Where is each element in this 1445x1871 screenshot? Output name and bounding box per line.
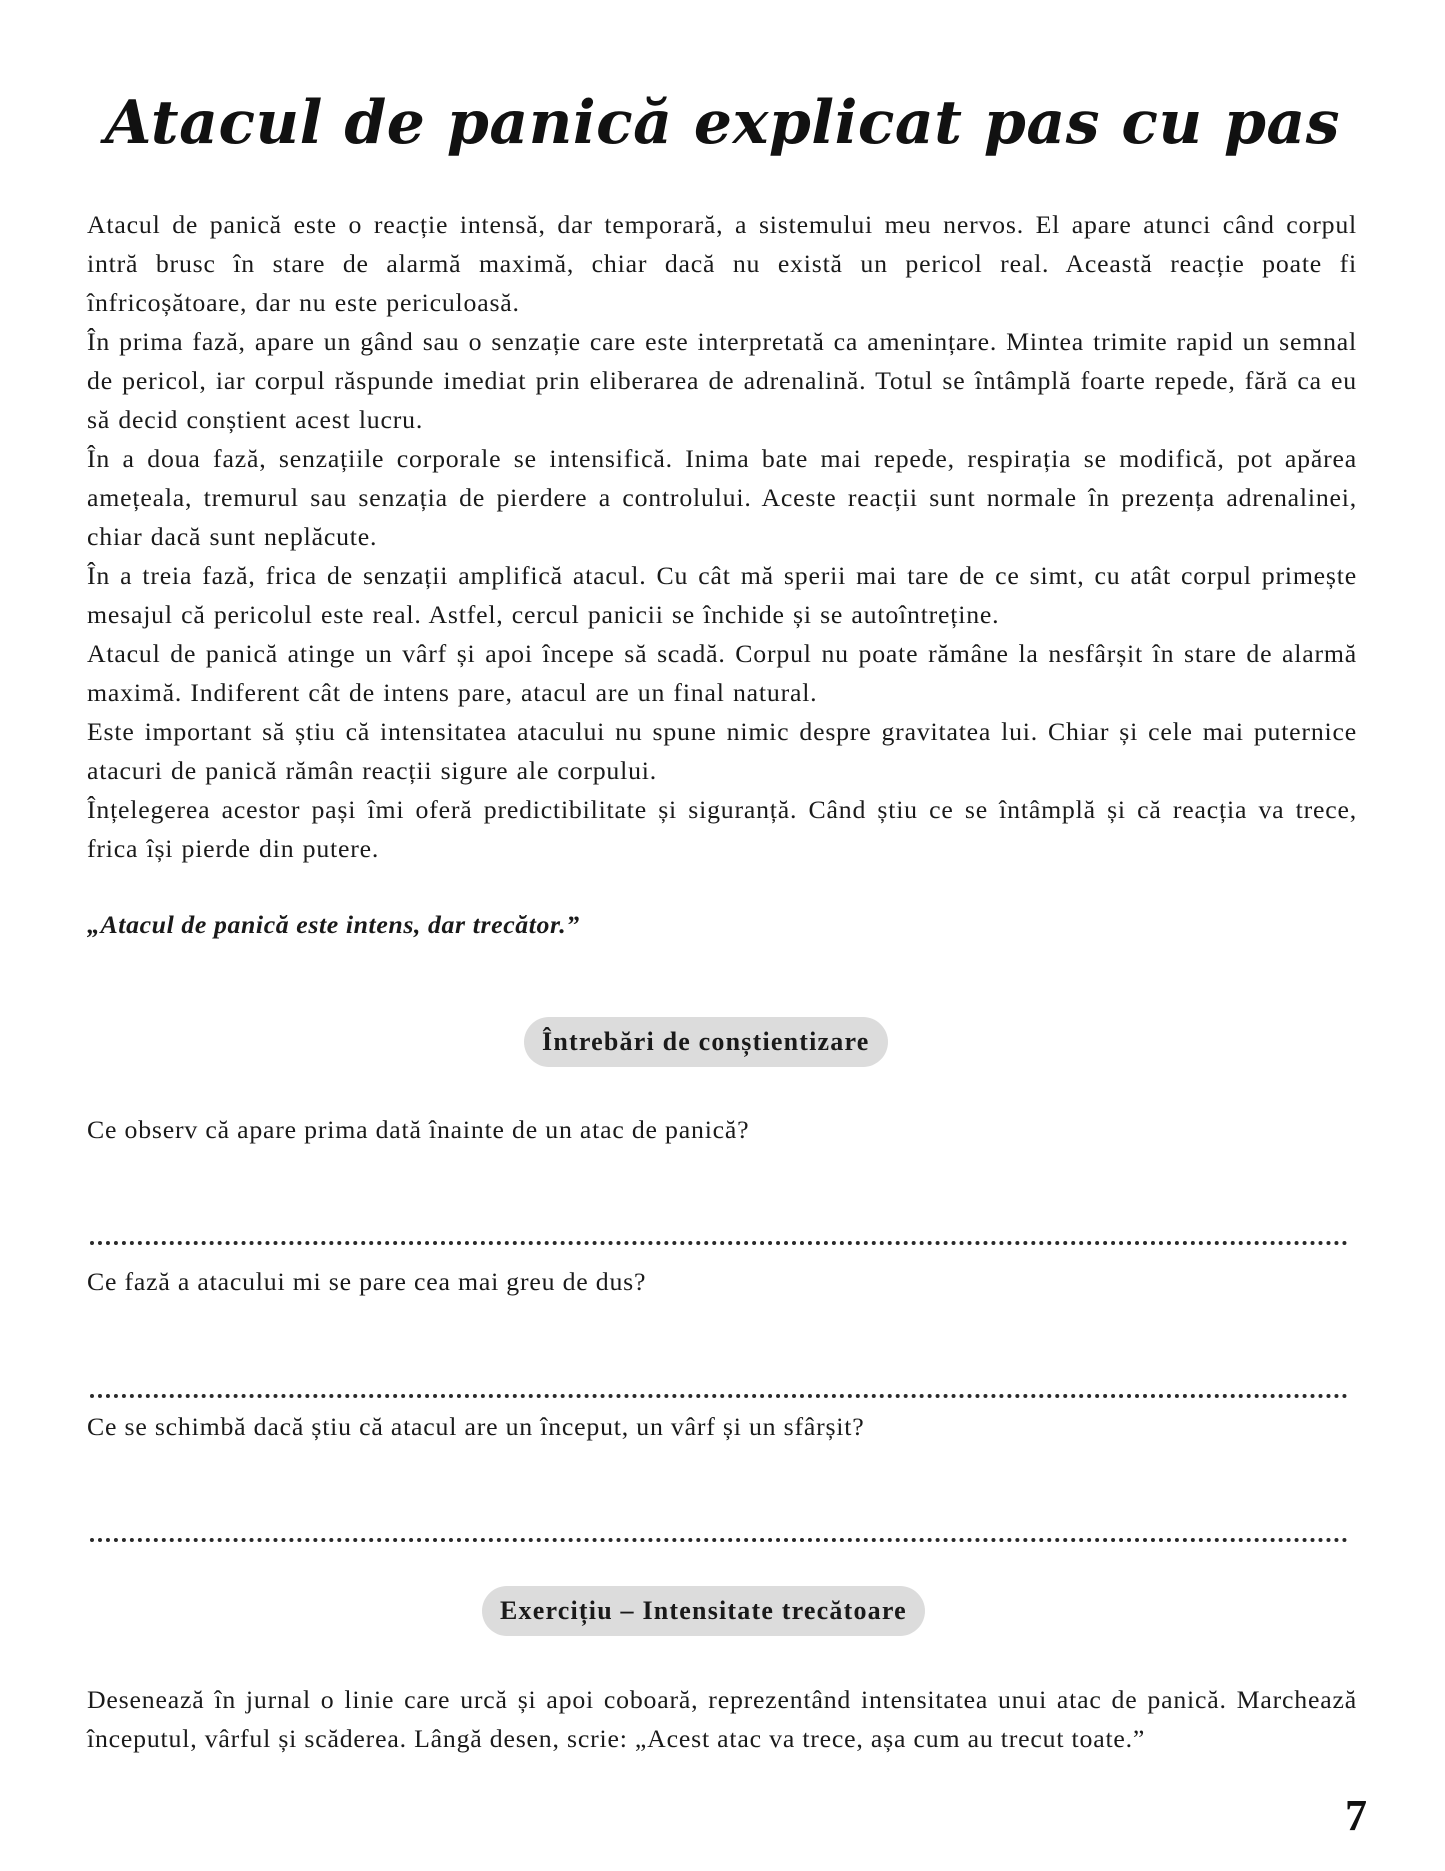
answer-line — [90, 1538, 1348, 1542]
question-2: Ce fază a atacului mi se pare cea mai greu de dus? — [87, 1267, 647, 1296]
page-title: Atacul de panică explicat pas cu pas — [104, 88, 1341, 158]
question-3: Ce se schimbă dacă știu că atacul are un început, un vârf și un sfârșit? — [87, 1412, 865, 1441]
paragraph: În a treia fază, frica de senzații amplifică atacul. Cu cât mă sperii mai tare de ce simt, cu atât corpul primește mesajul că pericolul este real. Astfel, cercul panicii se închide și se autoîntreține. — [87, 561, 1357, 629]
awareness-heading: Întrebări de conștientizare — [524, 1017, 888, 1067]
highlight-quote: „Atacul de panică este intens, dar trecător.” — [87, 910, 580, 939]
question-1: Ce observ că apare prima dată înainte de un atac de panică? — [87, 1115, 750, 1144]
page-number: 7 — [1345, 1791, 1367, 1840]
answer-line — [90, 1241, 1348, 1245]
exercise-text: Desenează în jurnal o linie care urcă și apoi coboară, reprezentând intensitatea unui atac de panică. Marchează începutul, vârful și scăderea. Lângă desen, scrie: „Acest atac va trece, așa cum au trecut toate.” — [87, 1685, 1357, 1753]
body-text — [87, 205, 1357, 868]
paragraph: Atacul de panică este o reacție intensă, dar temporară, a sistemului meu nervos. El apare atunci când corpul intră brusc în stare de alarmă maximă, chiar dacă nu există un pericol real. Această reacție poate fi înfricoșătoare, dar nu este periculoasă. — [87, 210, 1357, 317]
answer-line — [90, 1394, 1348, 1398]
paragraph: Înțelegerea acestor pași îmi oferă predictibilitate și siguranță. Când știu ce se întâmplă și că reacția va trece, frica își pierde din putere. — [87, 795, 1357, 863]
paragraph: Atacul de panică atinge un vârf și apoi începe să scadă. Corpul nu poate rămâne la nesfârșit în stare de alarmă maximă. Indiferent cât de intens pare, atacul are un final natural. — [87, 639, 1357, 707]
paragraph: În prima fază, apare un gând sau o senzație care este interpretată ca amenințare. Mintea trimite rapid un semnal de pericol, iar corpul răspunde imediat prin eliberarea de adrenalină. Totul se întâmplă foarte repede, fără ca eu să decid conștient acest lucru. — [87, 327, 1357, 434]
paragraph: În a doua fază, senzațiile corporale se intensifică. Inima bate mai repede, respirația se modifică, pot apărea amețeala, tremurul sau senzația de pierdere a controlului. Aceste reacții sunt normale în prezența adrenalinei, chiar dacă sunt neplăcute. — [87, 444, 1357, 551]
paragraph: Este important să știu că intensitatea atacului nu spune nimic despre gravitatea lui. Chiar și cele mai puternice atacuri de panică rămân reacții sigure ale corpului. — [87, 717, 1357, 785]
exercise-heading: Exercițiu – Intensitate trecătoare — [482, 1586, 925, 1636]
